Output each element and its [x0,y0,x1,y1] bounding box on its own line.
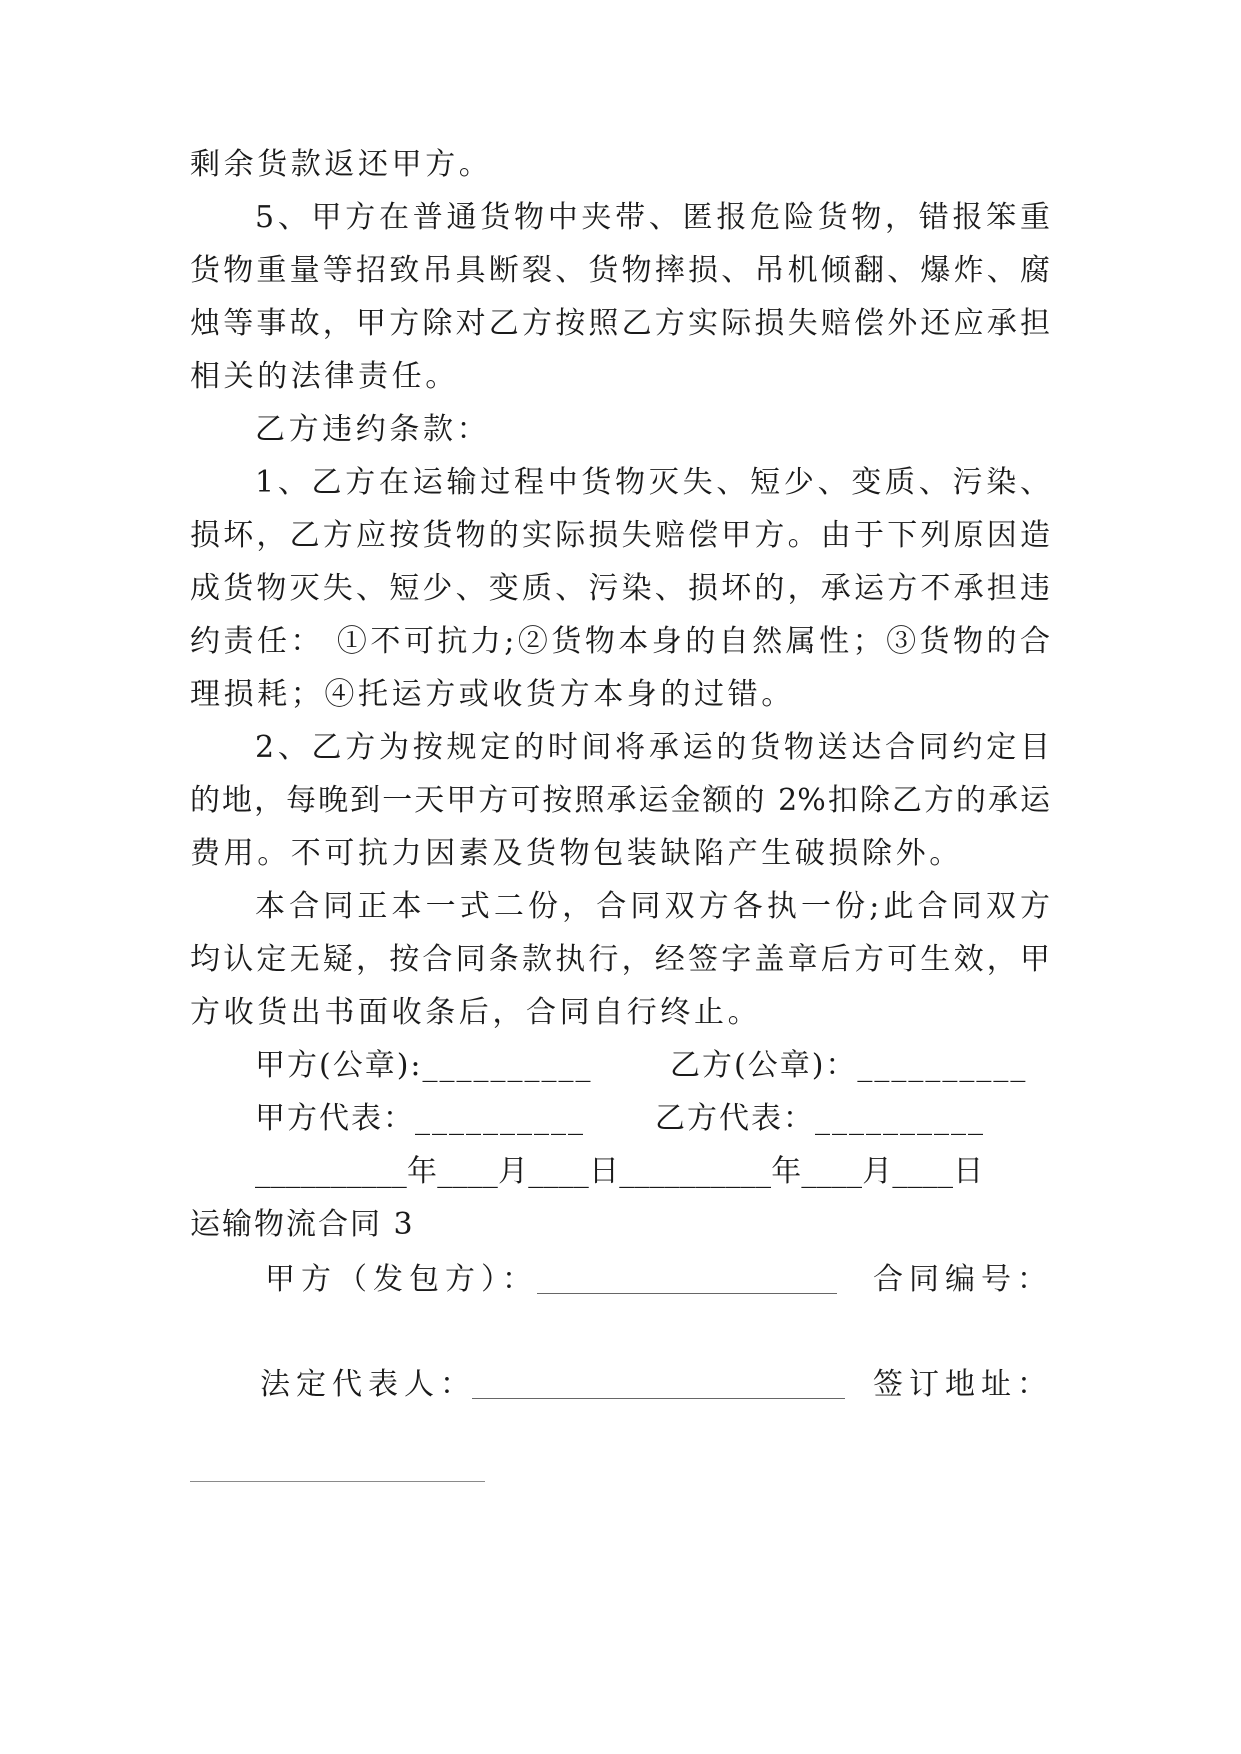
paragraph-line: 方收货出书面收条后，合同自行终止。 [190,995,762,1030]
party-a-blank [537,1293,837,1294]
contract-number-label: 合同编号： [873,1262,1053,1297]
paragraph-line: 2、乙方为按规定的时间将承运的货物送达合同约定目 [255,730,1050,765]
paragraph-line: 费用。不可抗力因素及货物包装缺陷产生破损除外。 [190,836,963,871]
legal-representative-label: 法定代表人： [260,1367,476,1402]
paragraph-line: 本合同正本一式二份，合同双方各执一份;此合同双方 [255,889,1050,924]
paragraph-line: 烛等事故，甲方除对乙方按照乙方实际损失赔偿外还应承担 [190,306,1050,341]
date-line: __________年____月____日__________年____月____日 [255,1154,984,1189]
sign-address-label: 签订地址： [873,1367,1053,1402]
party-b-representative-field: 乙方代表：__________ [655,1101,985,1136]
paragraph-line: 约责任： ①不可抗力;②货物本身的自然属性；③货物的合 [190,624,1050,659]
paragraph-line: 货物重量等招致吊具断裂、货物摔损、吊机倾翻、爆炸、腐 [190,253,1050,288]
paragraph-line: 5、甲方在普通货物中夹带、匿报危险货物，错报笨重 [255,200,1050,235]
section-heading: 乙方违约条款： [255,412,491,447]
party-b-seal-field: 乙方(公章)：__________ [670,1048,1028,1083]
paragraph-line: 剩余货款返还甲方。 [190,147,493,182]
party-a-label: 甲方（发包方）： [265,1262,538,1297]
paragraph-line: 成货物灭失、短少、变质、污染、损坏的，承运方不承担违 [190,571,1050,606]
paragraph-line: 损坏，乙方应按货物的实际损失赔偿甲方。由于下列原因造 [190,518,1050,553]
paragraph-line: 理损耗；④托运方或收货方本身的过错。 [190,677,795,712]
paragraph-line: 1、乙方在运输过程中货物灭失、短少、变质、污染、 [255,465,1050,500]
paragraph-line: 相关的法律责任。 [190,359,459,394]
legal-representative-blank [472,1398,845,1399]
party-a-seal-field: 甲方(公章):__________ [255,1048,593,1083]
contract-number-blank [190,1481,485,1482]
section-title: 运输物流合同 3 [190,1207,415,1242]
paragraph-line: 的地，每晚到一天甲方可按照承运金额的 2%扣除乙方的承运 [190,783,1050,818]
party-a-representative-field: 甲方代表：__________ [255,1101,585,1136]
paragraph-line: 均认定无疑，按合同条款执行，经签字盖章后方可生效，甲 [190,942,1050,977]
